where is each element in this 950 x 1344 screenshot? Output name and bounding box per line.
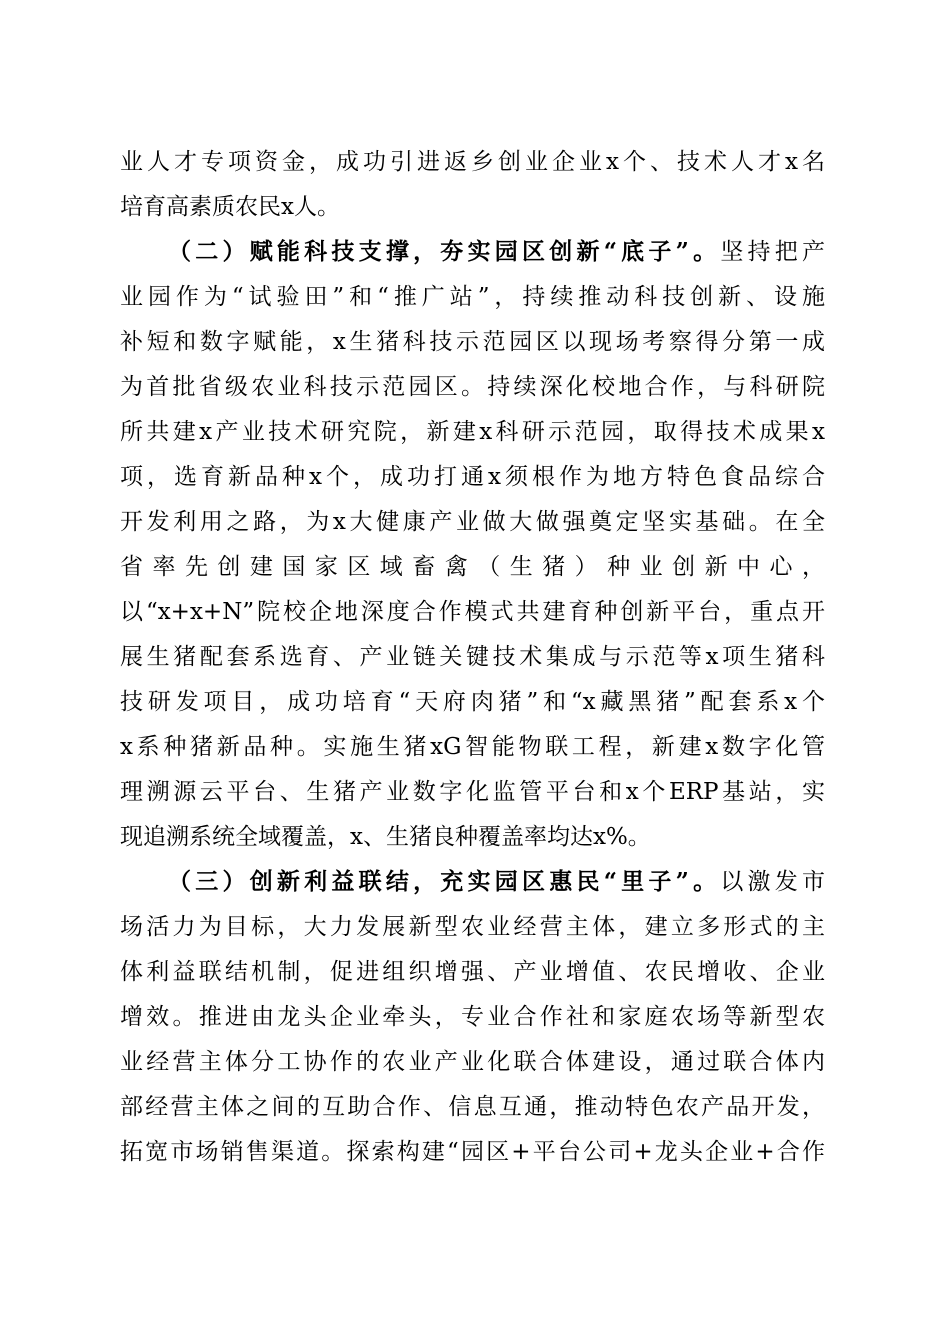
text-line: 体利益联结机制，促进组织增强、产业增值、农民增收、企业 — [120, 959, 825, 985]
text-line: 为首批省级农业科技示范园区。持续深化校地合作，与科研院 — [120, 374, 825, 400]
text-line: 以“x+x+N”院校企地深度合作模式共建育种创新平台，重点开 — [120, 599, 825, 625]
text-line: 所共建x产业技术研究院，新建x科研示范园，取得技术成果x — [120, 419, 825, 445]
text-line: x系种猪新品种。实施生猪xG智能物联工程，新建x数字化管 — [120, 734, 825, 760]
text-line: 项，选育新品种x个，成功打通x须根作为地方特色食品综合 — [120, 464, 825, 490]
section-heading: （二）赋能科技支撑，夯实园区创新“底子”。 — [168, 238, 721, 265]
text-line: 部经营主体之间的互助合作、信息互通，推动特色农产品开发， — [120, 1094, 825, 1120]
text-line: 展生猪配套系选育、产业链关键技术集成与示范等x项生猪科 — [120, 644, 825, 670]
text-line: 业人才专项资金，成功引进返乡创业企业x个、技术人才x名 — [120, 149, 825, 175]
text-line: 业园作为“试验田”和“推广站”，持续推动科技创新、设施 — [120, 284, 825, 310]
text-line: 省率先创建国家区域畜禽（生猪）种业创新中心， — [120, 554, 825, 580]
text-line: 拓宽市场销售渠道。探索构建“园区+平台公司+龙头企业+合作 — [120, 1139, 825, 1165]
text-line: 补短和数字赋能，x生猪科技示范园区以现场考察得分第一成 — [120, 329, 825, 355]
section-heading: （三）创新利益联结，充实园区惠民“里子”。 — [168, 868, 721, 895]
text-line: 开发利用之路，为x大健康产业做大做强奠定坚实基础。在全 — [120, 509, 825, 535]
section-heading-line: （二）赋能科技支撑，夯实园区创新“底子”。坚持把产 — [168, 238, 825, 265]
text-line: 增效。推进由龙头企业牵头，专业合作社和家庭农场等新型农 — [120, 1004, 825, 1030]
text-line: 理溯源云平台、生猪产业数字化监管平台和x个ERP基站，实 — [120, 779, 825, 805]
text-line: 培育高素质农民x人。 — [120, 194, 340, 220]
text-line: 业经营主体分工协作的农业产业化联合体建设，通过联合体内 — [120, 1049, 825, 1075]
text-line: 技研发项目，成功培育“天府肉猪”和“x藏黑猪”配套系x个 — [120, 689, 825, 715]
text-line: 场活力为目标，大力发展新型农业经营主体，建立多形式的主 — [120, 914, 825, 940]
section-heading-line: （三）创新利益联结，充实园区惠民“里子”。以激发市 — [168, 868, 825, 895]
text-line: 现追溯系统全域覆盖，x、生猪良种覆盖率均达x%。 — [120, 824, 651, 850]
